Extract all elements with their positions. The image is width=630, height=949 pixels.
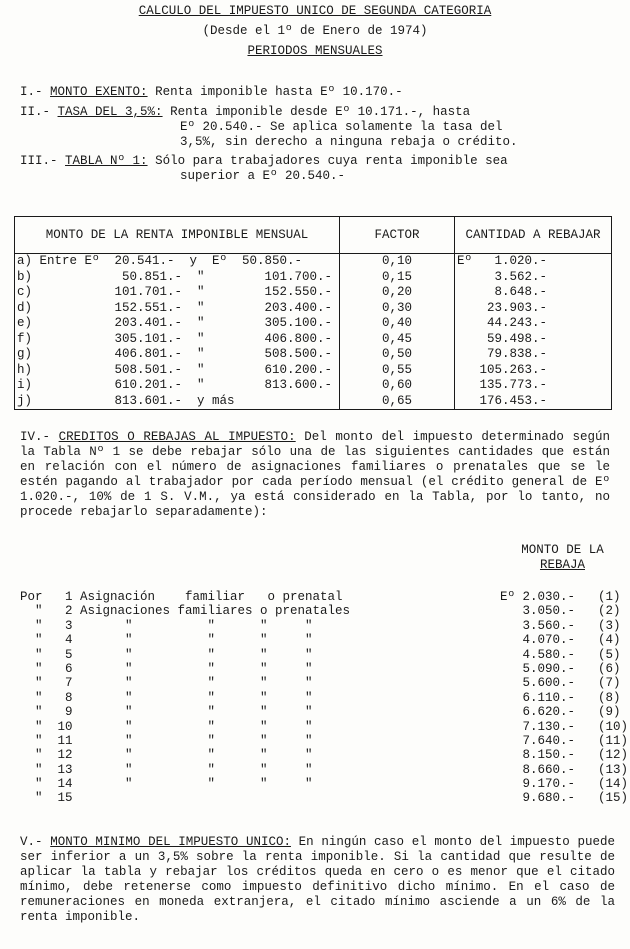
- credit-amount: 9.680.-: [500, 791, 576, 806]
- amount-cell: 135.773.-: [455, 378, 612, 394]
- amount-cell: 79.838.-: [455, 347, 612, 363]
- tax-table: [14, 216, 612, 410]
- table-row: [15, 363, 612, 379]
- section-label: MONTO EXENTO:: [50, 85, 148, 99]
- credits-header-line: MONTO DE LA: [521, 543, 604, 557]
- section-credits: [20, 430, 610, 520]
- section-label: TASA DEL 3,5%:: [57, 105, 163, 119]
- credit-amount: 6.110.-: [500, 690, 576, 705]
- income-range-cell: i) 610.201.- " 813.600.-: [15, 378, 340, 394]
- document-subtitle: (Desde el 1º de Enero de 1974): [202, 24, 428, 38]
- amount-cell: 176.453.-: [455, 394, 612, 410]
- section-table: [20, 154, 620, 184]
- table-row: [15, 316, 612, 332]
- credit-number: (6): [598, 661, 621, 676]
- credit-amount: 4.580.-: [500, 647, 576, 662]
- factor-cell: 0,10: [340, 254, 455, 270]
- credit-description: " 12 " " " ": [20, 748, 313, 763]
- table-row: [15, 254, 612, 270]
- credit-row: [20, 633, 625, 647]
- credit-row: [20, 648, 625, 662]
- factor-cell: 0,40: [340, 316, 455, 332]
- column-header-amount: CANTIDAD A REBAJAR: [455, 217, 612, 254]
- credit-number: (15): [598, 791, 629, 806]
- section-label: MONTO MINIMO DEL IMPUESTO UNICO:: [50, 835, 291, 849]
- factor-cell: 0,45: [340, 332, 455, 348]
- section-rate: [20, 105, 620, 150]
- credit-row: [20, 719, 629, 734]
- table-row: [15, 301, 612, 317]
- income-range-cell: a) Entre Eº 20.541.- y Eº 50.850.-: [15, 254, 340, 270]
- credit-description: " 10 " " " ": [20, 719, 313, 734]
- credit-amount: 3.560.-: [500, 618, 576, 633]
- credit-number: (5): [598, 647, 621, 662]
- table-row: [15, 394, 612, 410]
- factor-cell: 0,50: [340, 347, 455, 363]
- credit-row: [20, 619, 625, 633]
- credit-number: (12): [598, 748, 629, 763]
- credit-number: (13): [598, 762, 629, 777]
- credit-amount: 6.620.-: [500, 705, 576, 720]
- section-text: En ningún caso el monto del impuesto puede ser inferior a un 3,5% sobre la renta imponible. Si la cantidad que resulte de aplicar la tabla y rebajar los créditos queda en cero o es menor que el citado mínimo, debe retenerse como impuesto definitivo dicho mínimo. En el caso de remuneraciones en moneda extranjera, el citado mínimo asciende a un 6% de la renta imponible.: [20, 835, 615, 924]
- credit-row: [20, 791, 629, 806]
- credit-number: (4): [598, 633, 621, 648]
- section-number: IV.-: [20, 430, 51, 444]
- amount-cell: 3.562.-: [455, 270, 612, 286]
- credit-description: " 7 " " " ": [20, 676, 313, 691]
- credit-number: (14): [598, 777, 629, 792]
- credit-number: (3): [598, 618, 621, 633]
- table-row: [15, 332, 612, 348]
- credit-row: [20, 748, 629, 763]
- credit-amount: 5.090.-: [500, 661, 576, 676]
- income-range-cell: c) 101.701.- " 152.550.-: [15, 285, 340, 301]
- income-range-cell: h) 508.501.- " 610.200.-: [15, 363, 340, 379]
- factor-cell: 0,55: [340, 363, 455, 379]
- amount-cell: 23.903.-: [455, 301, 612, 317]
- factor-cell: 0,60: [340, 378, 455, 394]
- section-number: III.-: [20, 154, 58, 168]
- credit-description: " 9 " " " ": [20, 705, 313, 720]
- credit-amount: 8.660.-: [500, 762, 576, 777]
- table-row: [15, 270, 612, 286]
- credits-list: [20, 590, 629, 806]
- amount-cell: 44.243.-: [455, 316, 612, 332]
- credit-description: " 8 " " " ": [20, 690, 313, 705]
- income-range-cell: j) 813.601.- y más: [15, 394, 340, 410]
- credit-amount: 7.640.-: [500, 733, 576, 748]
- credit-number: (9): [598, 705, 621, 720]
- income-range-cell: e) 203.401.- " 305.100.-: [15, 316, 340, 332]
- credit-description: Por 1 Asignación familiar o prenatal: [20, 590, 343, 604]
- credit-description: " 14 " " " ": [20, 777, 313, 792]
- credit-description: " 3 " " " ": [20, 618, 313, 633]
- credit-number: (1): [598, 590, 621, 604]
- table-row: [15, 347, 612, 363]
- credit-row: [20, 676, 625, 690]
- credit-description: " 15: [20, 791, 73, 806]
- credit-amount: 9.170.-: [500, 777, 576, 792]
- amount-cell: 105.263.-: [455, 363, 612, 379]
- section-text: Sólo para trabajadores cuya renta imponible sea: [155, 154, 508, 168]
- credit-row: [20, 705, 625, 719]
- credit-amount: 7.130.-: [500, 719, 576, 734]
- credit-number: (8): [598, 690, 621, 705]
- factor-cell: 0,65: [340, 394, 455, 410]
- section-number: I.-: [20, 85, 43, 99]
- credit-number: (10): [598, 719, 629, 734]
- document-title: CALCULO DEL IMPUESTO UNICO DE SEGUNDA CATEGORIA: [138, 4, 492, 18]
- table-row: [15, 378, 612, 394]
- factor-cell: 0,15: [340, 270, 455, 286]
- section-label: TABLA Nº 1:: [65, 154, 148, 168]
- credits-column-header: [505, 543, 620, 573]
- amount-cell: 59.498.-: [455, 332, 612, 348]
- credit-row: [20, 604, 625, 618]
- section-text: Renta imponible hasta Eº 10.170.-: [155, 85, 403, 99]
- income-range-cell: d) 152.551.- " 203.400.-: [15, 301, 340, 317]
- credit-row: [20, 762, 629, 777]
- section-text: Eº 20.540.- Se aplica solamente la tasa del: [180, 120, 503, 134]
- credit-amount: 5.600.-: [500, 676, 576, 691]
- credit-amount: 4.070.-: [500, 633, 576, 648]
- credit-row: [20, 662, 625, 676]
- section-text: Del monto del impuesto determinado según la Tabla Nº 1 se debe rebajar sólo una de las siguientes cantidades que están en relación con el número de asignaciones familiares o prenatales que se le estén pagando al trabajador por cada período mensual (el crédito general de Eº 1.020.-, 10% de 1 S. V.M., ya está considerado en la Tabla, por lo tanto, no procede rebajarlo separadamente):: [20, 430, 610, 519]
- credit-row: [20, 777, 629, 792]
- section-text: 3,5%, sin derecho a ninguna rebaja o crédito.: [180, 135, 518, 149]
- credit-number: (11): [598, 733, 629, 748]
- section-text: Renta imponible desde Eº 10.171.-, hasta: [170, 105, 471, 119]
- period-heading: PERIODOS MENSUALES: [247, 44, 383, 58]
- factor-cell: 0,20: [340, 285, 455, 301]
- column-header-income: MONTO DE LA RENTA IMPONIBLE MENSUAL: [15, 217, 340, 254]
- amount-cell: 8.648.-: [455, 285, 612, 301]
- credit-row: [20, 590, 625, 604]
- credit-amount: 3.050.-: [500, 604, 576, 619]
- credit-description: " 11 " " " ": [20, 733, 313, 748]
- credit-description: " 6 " " " ": [20, 661, 313, 676]
- factor-cell: 0,30: [340, 301, 455, 317]
- section-number: II.-: [20, 105, 51, 119]
- amount-cell: Eº 1.020.-: [455, 254, 612, 270]
- credit-description: " 13 " " " ": [20, 762, 313, 777]
- income-range-cell: f) 305.101.- " 406.800.-: [15, 332, 340, 348]
- section-text: superior a Eº 20.540.-: [180, 169, 346, 183]
- credit-amount: Eº 2.030.-: [500, 590, 576, 604]
- income-range-cell: g) 406.801.- " 508.500.-: [15, 347, 340, 363]
- column-header-factor: FACTOR: [340, 217, 455, 254]
- credit-number: (7): [598, 676, 621, 691]
- section-minimum: [20, 835, 615, 925]
- credit-number: (2): [598, 604, 621, 619]
- credit-description: " 4 " " " ": [20, 633, 313, 648]
- section-exempt: [20, 85, 620, 100]
- credit-amount: 8.150.-: [500, 748, 576, 763]
- section-number: V.-: [20, 835, 43, 849]
- credit-description: " 2 Asignaciones familiares o prenatales: [20, 604, 351, 619]
- credits-header-line: REBAJA: [539, 558, 585, 572]
- section-label: CREDITOS O REBAJAS AL IMPUESTO:: [58, 430, 296, 444]
- credit-description: " 5 " " " ": [20, 647, 313, 662]
- income-range-cell: b) 50.851.- " 101.700.-: [15, 270, 340, 286]
- credit-row: [20, 691, 625, 705]
- table-row: [15, 285, 612, 301]
- credit-row: [20, 733, 629, 748]
